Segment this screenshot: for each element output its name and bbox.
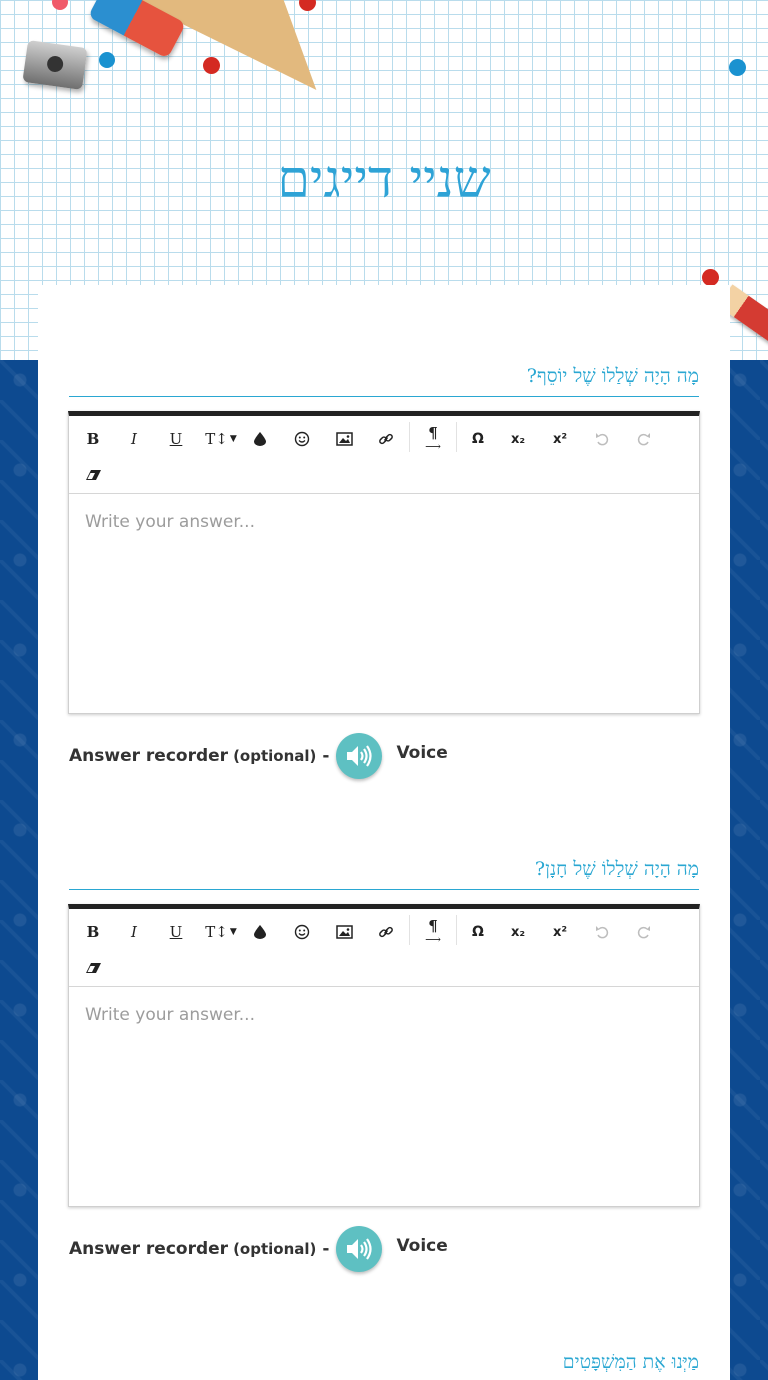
image-icon[interactable] xyxy=(327,422,361,456)
editor-toolbar xyxy=(69,416,699,494)
underline-button[interactable]: U xyxy=(169,923,183,941)
paragraph-label: ¶ xyxy=(428,424,438,442)
toolbar-separator xyxy=(456,915,457,945)
paragraph-direction-button[interactable] xyxy=(416,422,450,456)
question-2-prompt: מָה הָיָה שְׁלַלוֹ שֶׁל חָנָן? xyxy=(69,858,699,890)
font-size-button[interactable] xyxy=(201,422,241,456)
answer-recorder xyxy=(69,1225,448,1273)
underline-button[interactable]: U xyxy=(169,430,183,448)
answer-recorder xyxy=(69,732,448,780)
answer-textarea[interactable]: Write your answer... xyxy=(85,512,255,532)
sharpener-decoration xyxy=(22,40,87,90)
drop-icon[interactable] xyxy=(243,915,277,949)
recorder-dash: - xyxy=(322,746,330,766)
smiley-icon[interactable] xyxy=(285,915,319,949)
arrow-right-icon: ⟶ xyxy=(425,440,441,453)
font-size-label: T↕ xyxy=(205,430,228,448)
italic-button[interactable]: I xyxy=(131,430,137,448)
arrow-right-icon: ⟶ xyxy=(425,933,441,946)
paragraph-direction-button[interactable] xyxy=(416,915,450,949)
superscript-button[interactable]: x² xyxy=(552,431,568,447)
chevron-down-icon: ▼ xyxy=(229,434,237,444)
recorder-label: Answer recorder xyxy=(69,1239,229,1259)
toolbar-separator xyxy=(409,422,410,452)
answer-textarea[interactable]: Write your answer... xyxy=(85,1005,255,1025)
undo-icon[interactable] xyxy=(585,422,619,456)
recorder-optional: (optional) xyxy=(233,1240,317,1258)
bold-button[interactable]: B xyxy=(86,923,100,941)
recorder-dash: - xyxy=(322,1239,330,1259)
editor-toolbar xyxy=(69,909,699,987)
font-size-button[interactable] xyxy=(201,915,241,949)
speaker-icon[interactable] xyxy=(336,733,382,779)
undo-icon[interactable] xyxy=(585,915,619,949)
chevron-down-icon: ▼ xyxy=(229,927,237,937)
answer-editor-2 xyxy=(68,904,700,1207)
recorder-optional: (optional) xyxy=(233,747,317,765)
redo-icon[interactable] xyxy=(627,422,661,456)
decor-dot xyxy=(52,0,68,10)
link-icon[interactable] xyxy=(369,422,403,456)
eraser-icon[interactable] xyxy=(76,458,110,492)
toolbar-separator xyxy=(456,422,457,452)
worksheet-card xyxy=(38,285,730,1380)
answer-editor-1 xyxy=(68,411,700,714)
question-3-prompt: מַיְּנוּ אֶת הַמִּשְׁפָּטִים xyxy=(562,1351,699,1373)
redo-icon[interactable] xyxy=(627,915,661,949)
superscript-button[interactable]: x² xyxy=(552,924,568,940)
decor-dot xyxy=(702,269,719,286)
speaker-icon[interactable] xyxy=(336,1226,382,1272)
toolbar-separator xyxy=(409,915,410,945)
smiley-icon[interactable] xyxy=(285,422,319,456)
subscript-button[interactable]: x₂ xyxy=(510,431,526,447)
special-characters-button[interactable]: Ω xyxy=(472,924,484,940)
link-icon[interactable] xyxy=(369,915,403,949)
recorder-label: Answer recorder xyxy=(69,746,229,766)
page-title: שניי דייגים xyxy=(277,150,491,210)
voice-label[interactable]: Voice xyxy=(396,743,448,763)
bold-button[interactable]: B xyxy=(86,430,100,448)
voice-label[interactable]: Voice xyxy=(396,1236,448,1256)
decor-dot xyxy=(729,59,746,76)
question-1-prompt: מָה הָיָה שְׁלַלוֹ שֶׁל יוֹסֵף? xyxy=(69,365,699,397)
decor-dot xyxy=(299,0,316,11)
image-icon[interactable] xyxy=(327,915,361,949)
font-size-label: T↕ xyxy=(205,923,228,941)
drop-icon[interactable] xyxy=(243,422,277,456)
subscript-button[interactable]: x₂ xyxy=(510,924,526,940)
italic-button[interactable]: I xyxy=(131,923,137,941)
special-characters-button[interactable]: Ω xyxy=(472,431,484,447)
eraser-icon[interactable] xyxy=(76,951,110,985)
decor-dot xyxy=(99,52,115,68)
paragraph-label: ¶ xyxy=(428,917,438,935)
